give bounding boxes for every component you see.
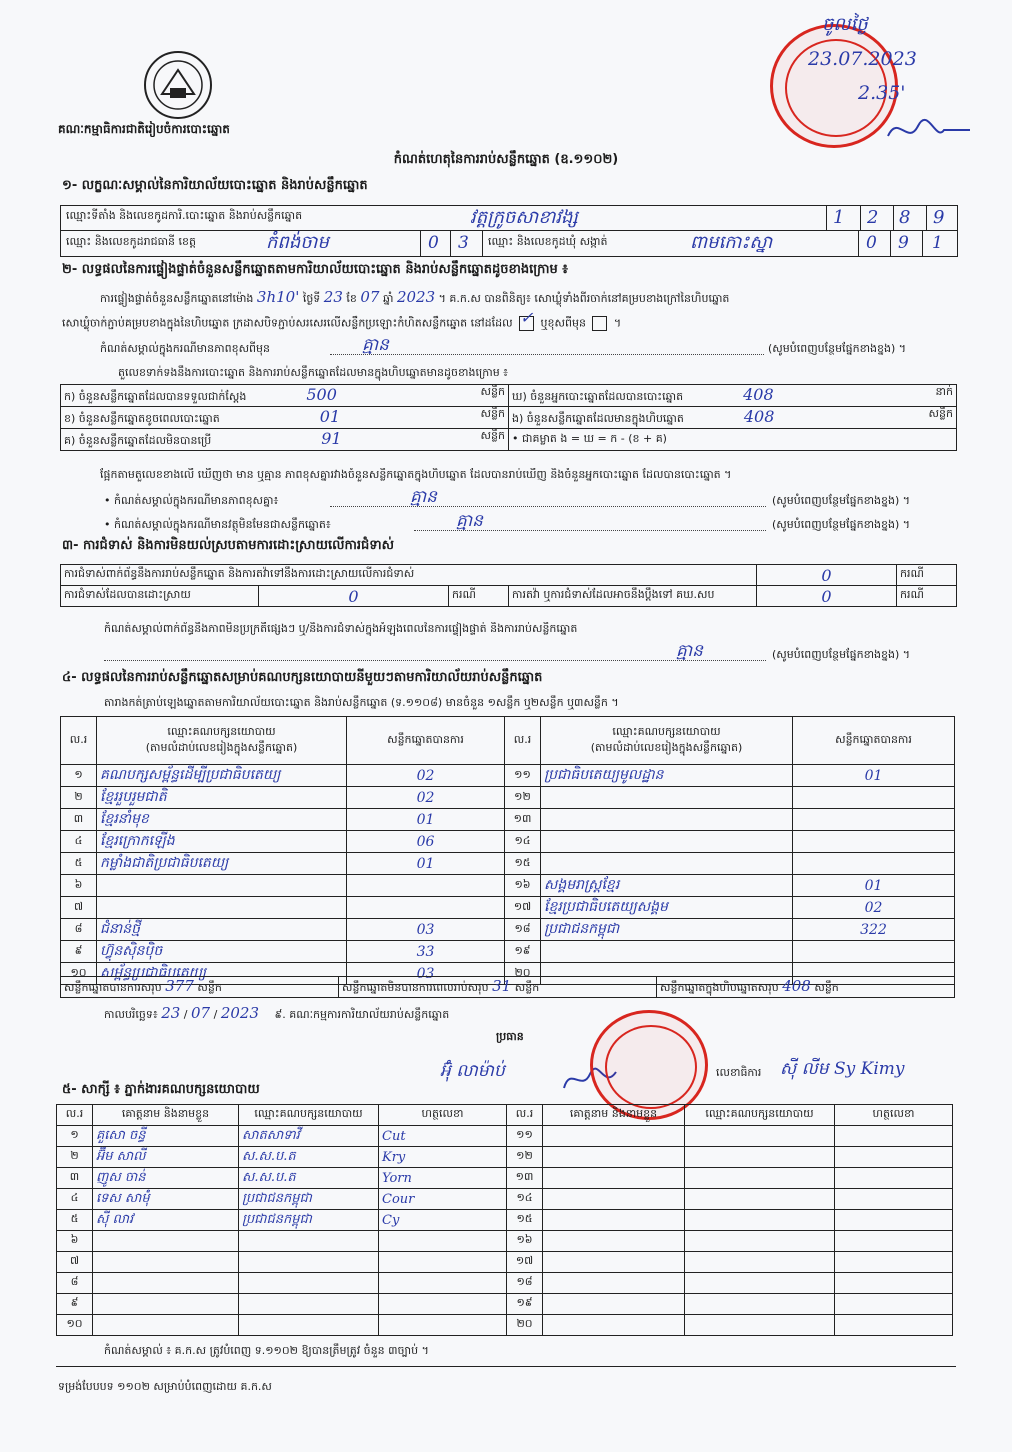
complaints-table xyxy=(60,564,957,607)
row-number: ២ xyxy=(61,787,97,809)
row-number: ៥ xyxy=(61,853,97,875)
witness-party: សាតសាទាវី xyxy=(239,1126,379,1147)
witness-name xyxy=(543,1294,685,1315)
witness-party xyxy=(239,1294,379,1315)
compare-text: ផ្អែកតាមតួលេខខាងលើ ឃើញថា មាន ឬគ្មាន ភាពខុសគ្នារវាងចំនួនសន្លឹកឆ្នោតក្នុងហិបឆ្នោត ដែលបានរាប់ឃើញ និងចំនួនអ្នកបោះឆ្នោត ដែលបានបោះឆ្នោត ។ xyxy=(100,468,732,481)
org-name: គណៈកម្មាធិការជាតិរៀបចំការបោះឆ្នោត xyxy=(58,122,230,136)
witness-name xyxy=(93,1315,239,1336)
party-name: ខ្មែរប្រជាធិបតេយ្យសង្គម xyxy=(541,897,793,919)
row-number: ១ xyxy=(61,765,97,787)
results-row xyxy=(61,875,955,897)
row-number: ៦ xyxy=(57,1231,93,1252)
witness-name xyxy=(543,1168,685,1189)
witness-signature xyxy=(835,1210,953,1231)
ballot-figures-table xyxy=(60,384,957,451)
party-votes: 322 xyxy=(793,919,955,941)
witness-party xyxy=(685,1252,835,1273)
change-note-label: កំណត់សម្គាល់ក្នុងករណីមានភាពខុសពីមុន xyxy=(100,342,270,355)
irregularity-note-value: គ្មាន xyxy=(676,641,703,661)
party-name: ជំនាន់ថ្មី xyxy=(97,919,347,941)
witness-name xyxy=(543,1210,685,1231)
figures-row: គ) ចំនួនសន្លឹកឆ្នោតដែលមិនបានប្រើ 91 សន្លឹក • ជាគម្លាត ង = ឃ = ក - (ខ + គ) xyxy=(61,429,957,451)
row-number: ៨ xyxy=(61,919,97,941)
row-number: ១៩ xyxy=(507,1294,543,1315)
verification-line: ការផ្ទៀងផ្ទាត់ចំនួនសន្លឹកឆ្នោតនៅម៉ោង 3h10' ថ្ងៃទី 23 ខែ 07 ឆ្នាំ 2023 ។ គ.ក.ស បានពិនិត្យ៖ សោឃ្លុំទាំងពីរចាក់នៅគម្របខាងក្រៅនៃហិបឆ្នោត xyxy=(100,288,730,306)
party-votes xyxy=(793,831,955,853)
party-name: ហ៊្វុនស៊ិនប៉ិច xyxy=(97,941,347,963)
row-number: ១៦ xyxy=(505,875,541,897)
row-number: ៧ xyxy=(57,1252,93,1273)
province-name: កំពង់ចាម xyxy=(266,232,329,253)
party-name: កម្លាំងជាតិប្រជាធិបតេយ្យ xyxy=(97,853,347,875)
row-number: ១៤ xyxy=(507,1189,543,1210)
section4-heading: ៤- លទ្ធផលនៃការរាប់សន្លឹកឆ្នោតសម្រាប់គណបក្សនយោបាយនីមួយៗតាមការិយាល័យរាប់សន្លឹកឆ្នោត xyxy=(62,670,543,685)
same-checkbox[interactable]: ✓ xyxy=(519,316,534,331)
row-number: ១៤ xyxy=(505,831,541,853)
witness-row xyxy=(57,1189,953,1210)
witness-party: ស.ស.ប.ត xyxy=(239,1147,379,1168)
witness-party xyxy=(685,1147,835,1168)
party-name xyxy=(541,941,793,963)
witness-row xyxy=(57,1252,953,1273)
row-number: ១៣ xyxy=(507,1168,543,1189)
witness-row xyxy=(57,1210,953,1231)
seal-line: សោឃ្លុំចាក់ភ្ជាប់គម្របខាងក្នុងនៃហិបឆ្នោត ក្រដាសបិទភ្ជាប់សរសេរលើសន្លឹកប្រឡោះកំហិតសន្លឹកឆ្នោត នៅដដែល ✓ ឬខុសពីមុន ។ xyxy=(62,308,622,330)
party-votes xyxy=(793,787,955,809)
witness-signature xyxy=(379,1294,507,1315)
witness-name xyxy=(543,1315,685,1336)
commune-code-3: 1 xyxy=(932,233,943,253)
row-number: ១០ xyxy=(61,963,97,985)
witness-party xyxy=(239,1252,379,1273)
commune-code-2: 9 xyxy=(898,233,909,253)
witness-signature xyxy=(835,1294,953,1315)
figures-row: ខ) ចំនួនសន្លឹកឆ្នោតខូចពេលបោះឆ្នោត 01 សន្លឹក ង) ចំនួនសន្លឹកឆ្នោតដែលមានក្នុងហិបឆ្នោត 408 សន្លឹក xyxy=(61,407,957,429)
figures-row: ក) ចំនួនសន្លឹកឆ្នោតដែលបានទទួលជាក់ស្ដែង 500 សន្លឹក ឃ) ចំនួនអ្នកបោះឆ្នោតដែលបានបោះឆ្នោត 408 នាក់ xyxy=(61,385,957,407)
witness-party xyxy=(685,1315,835,1336)
witness-party xyxy=(685,1189,835,1210)
party-votes xyxy=(793,941,955,963)
row-number: ១ xyxy=(57,1126,93,1147)
province-code-2: 3 xyxy=(458,233,469,253)
section2-heading: ២- លទ្ធផលនៃការផ្ទៀងផ្ទាត់ចំនួនសន្លឹកឆ្នោតតាមការិយាល័យបោះឆ្នោត និងរាប់សន្លឹកឆ្នោតដូចខាងក្រោម ៖ xyxy=(62,262,568,277)
witness-party xyxy=(685,1294,835,1315)
party-votes: 02 xyxy=(347,787,505,809)
office-code: 1 2 8 9 xyxy=(826,205,959,230)
party-name xyxy=(541,787,793,809)
bullet-diff-value: គ្មាន xyxy=(410,487,437,507)
witness-party xyxy=(685,1273,835,1294)
different-checkbox[interactable] xyxy=(592,316,607,331)
fill-hint-3: (សូមបំពេញបន្ថែមផ្នែកខាងខ្នង) ។ xyxy=(772,518,911,531)
row-number: ២ xyxy=(57,1147,93,1168)
row-number: ៩ xyxy=(57,1294,93,1315)
totals-table xyxy=(60,976,955,998)
row-number: ១៨ xyxy=(507,1273,543,1294)
witness-signature xyxy=(835,1273,953,1294)
commune-label: ឈ្មោះ និងលេខកូដឃុំ សង្កាត់ xyxy=(488,235,608,248)
party-votes: 02 xyxy=(347,765,505,787)
witness-row xyxy=(57,1126,953,1147)
witness-name xyxy=(543,1231,685,1252)
party-name: ប្រជាជនកម្ពុជា xyxy=(541,919,793,941)
witness-name: អ៊ឹម សាលី xyxy=(93,1147,239,1168)
witness-party: ប្រជាជនកម្ពុជា xyxy=(239,1189,379,1210)
witness-signature xyxy=(835,1315,953,1336)
party-name: គណបក្សសម្ព័ន្ធដើម្បីប្រជាធិបតេយ្យ xyxy=(97,765,347,787)
party-name: ខ្មែរក្រោកឡើង xyxy=(97,831,347,853)
form-label: ទម្រង់បែបបទ ១១០២ សម្រាប់បំពេញដោយ គ.ក.ស xyxy=(58,1380,272,1393)
party-name xyxy=(541,831,793,853)
witness-name xyxy=(543,1126,685,1147)
office-label: ឈ្មោះទីតាំង និងលេខកូដការិ.បោះឆ្នោត និងរាប់សន្លឹកឆ្នោត xyxy=(66,209,303,222)
witness-name xyxy=(543,1147,685,1168)
witness-signature xyxy=(835,1168,953,1189)
row-number: ៨ xyxy=(57,1273,93,1294)
section1-heading: ១- លក្ខណៈសម្គាល់នៃការិយាល័យបោះឆ្នោត និងរាប់សន្លឹកឆ្នោត xyxy=(62,178,368,193)
party-votes: 02 xyxy=(793,897,955,919)
row-number: ១១ xyxy=(507,1126,543,1147)
received-time: 2.35' xyxy=(858,82,906,104)
party-name xyxy=(541,853,793,875)
results-row xyxy=(61,765,955,787)
change-note-value: គ្មាន xyxy=(362,335,389,355)
witness-table xyxy=(56,1104,953,1336)
witness-signature xyxy=(835,1252,953,1273)
witness-name xyxy=(543,1273,685,1294)
witness-name: គួសោ ចន្ធី xyxy=(93,1126,239,1147)
party-votes: 01 xyxy=(793,875,955,897)
row-number: ១២ xyxy=(505,787,541,809)
chair-name: អ៊ុំ លាម៉ាប់ xyxy=(440,1061,505,1081)
results-row xyxy=(61,919,955,941)
witness-name xyxy=(93,1252,239,1273)
fill-hint-1: (សូមបំពេញបន្ថែមផ្នែកខាងខ្នង) ។ xyxy=(768,342,907,355)
party-name: សម្ព័ន្ធប្រជាធិបតេយ្យ xyxy=(97,963,347,985)
commune-name: ពាមកោះស្នា xyxy=(690,232,773,253)
witness-row xyxy=(57,1147,953,1168)
row-number: ១៨ xyxy=(505,919,541,941)
party-name xyxy=(97,875,347,897)
witness-header: ល.រ គោត្តនាម និងនាមខ្លួន ឈ្មោះគណបក្សនយោបាយ ហត្ថលេខា ល.រ គោត្តនាម និងនាមខ្លួន ឈ្មោះគណបក្សនយោបាយ ហត្ថលេខា xyxy=(57,1105,953,1126)
party-votes xyxy=(793,853,955,875)
row-number: ១៩ xyxy=(505,941,541,963)
fill-hint-4: (សូមបំពេញបន្ថែមផ្នែកខាងខ្នង) ។ xyxy=(772,648,911,661)
table-intro: តួលេខទាក់ទងនឹងការបោះឆ្នោត និងការរាប់សន្លឹកឆ្នោតដែលមានក្នុងហិបឆ្នោតមានដូចខាងក្រោម ៖ xyxy=(118,366,509,379)
party-votes xyxy=(793,809,955,831)
party-votes: 03 xyxy=(347,963,505,985)
secretary-name: ស៊ី លីម Sy Kimy xyxy=(780,1059,905,1079)
party-votes xyxy=(347,875,505,897)
row-number: ៣ xyxy=(61,809,97,831)
signing-date: កាលបរិច្ឆេទ៖ 23 / 07 / 2023 ៩. គណៈកម្មការការិយាល័យរាប់សន្លឹកឆ្នោត xyxy=(104,1004,450,1022)
party-name: សង្គមរាស្ត្រខ្មែរ xyxy=(541,875,793,897)
witness-row xyxy=(57,1294,953,1315)
irregularity-note-label: កំណត់សម្គាល់ពាក់ព័ន្ធនឹងភាពមិនប្រក្រតីផ្សេងៗ ឬ/និងការជំទាស់ក្នុងអំឡុងពេលនៃការផ្ទៀងផ្ទាត់ និងការរាប់សន្លឹកឆ្នោត xyxy=(104,622,578,635)
witness-signature xyxy=(379,1273,507,1294)
party-votes: 06 xyxy=(347,831,505,853)
witness-party xyxy=(239,1231,379,1252)
chair-label: ប្រធាន xyxy=(496,1030,524,1043)
witness-party: ប្រជាជនកម្ពុជា xyxy=(239,1210,379,1231)
secretary-label: លេខាធិការ xyxy=(716,1066,762,1079)
results-table xyxy=(60,716,955,985)
witness-party xyxy=(239,1273,379,1294)
row-number: ៣ xyxy=(57,1168,93,1189)
witness-party xyxy=(685,1168,835,1189)
complaints-row: ការជំទាស់ដែលបានដោះស្រាយ 0 ករណី ការតវ៉ា ឬការជំទាស់ដែលអាចនឹងប្ដឹងទៅ គឃ.សប 0 ករណី xyxy=(61,586,957,607)
section3-heading: ៣- ការជំទាស់ និងការមិនយល់ស្របតាមការដោះស្រាយលើការជំទាស់ xyxy=(62,538,394,553)
form-title: កំណត់ហេតុនៃការរាប់សន្លឹកឆ្នោត (ឧ.១១០២) xyxy=(393,152,619,167)
row-number: ៥ xyxy=(57,1210,93,1231)
witness-signature: Kry xyxy=(379,1147,507,1168)
party-votes: 01 xyxy=(347,853,505,875)
witness-name xyxy=(93,1294,239,1315)
witness-signature xyxy=(835,1147,953,1168)
results-header: ល.រ ឈ្មោះគណបក្សនយោបាយ (តាមលំដាប់លេខរៀងក្នុងសន្លឹកឆ្នោត) សន្លឹកឆ្នោតបានការ ល.រ ឈ្មោះគណបក្សនយោបាយ (តាមលំដាប់លេខរៀងក្នុងសន្លឹកឆ្នោត) សន្លឹកឆ្នោតបានការ xyxy=(61,717,955,765)
party-votes xyxy=(347,897,505,919)
witness-party xyxy=(685,1126,835,1147)
row-number: ១៧ xyxy=(505,897,541,919)
received-label: ចូលថ្ងៃ xyxy=(822,14,868,35)
witness-party xyxy=(685,1210,835,1231)
witness-signature xyxy=(835,1126,953,1147)
witness-name: ញូស ចាន់ xyxy=(93,1168,239,1189)
totals-row: សន្លឹកឆ្នោតបានការសរុប 377 សន្លឹក សន្លឹកឆ្នោតមិនបានការពេលរាប់សរុប 31 សន្លឹក សន្លឹកឆ្នោតក្នុងហិបឆ្នោតសរុប 408 សន្លឹក xyxy=(61,977,955,998)
witness-name: ស៊ី លាវ xyxy=(93,1210,239,1231)
results-row xyxy=(61,897,955,919)
results-row xyxy=(61,831,955,853)
fill-hint-2: (សូមបំពេញបន្ថែមផ្នែកខាងខ្នង) ។ xyxy=(772,494,911,507)
row-number: ៧ xyxy=(61,897,97,919)
party-votes: 33 xyxy=(347,941,505,963)
bullet-diff-label: • កំណត់សម្គាល់ក្នុងករណីមានភាពខុសគ្នា៖ xyxy=(104,494,279,507)
witness-signature: Cut xyxy=(379,1126,507,1147)
row-number: ២០ xyxy=(507,1315,543,1336)
party-name xyxy=(97,897,347,919)
results-row xyxy=(61,787,955,809)
tally-intro: តារាងកត់ត្រាប់ឡេងឆ្នោតតាមការិយាល័យបោះឆ្នោត និងរាប់សន្លឹកឆ្នោត (ទ.១១០៨) មានចំនួន ១សន្លឹក ឬ២សន្លឹក ឬ៣សន្លឹក ។ xyxy=(104,696,619,709)
section5-heading: ៥- សាក្សី ៖ ភ្នាក់ងារគណបក្សនយោបាយ xyxy=(62,1082,260,1097)
party-name: ប្រជាធិបតេយ្យមូលដ្ឋាន xyxy=(541,765,793,787)
witness-name xyxy=(93,1273,239,1294)
party-votes: 01 xyxy=(793,765,955,787)
witness-signature xyxy=(379,1315,507,1336)
witness-signature xyxy=(379,1231,507,1252)
results-row xyxy=(61,941,955,963)
witness-name xyxy=(93,1231,239,1252)
witness-row xyxy=(57,1315,953,1336)
witness-row xyxy=(57,1168,953,1189)
witness-signature xyxy=(835,1231,953,1252)
row-number: ១៥ xyxy=(505,853,541,875)
received-signature-icon xyxy=(884,112,974,148)
witness-signature xyxy=(835,1189,953,1210)
row-number: ១១ xyxy=(505,765,541,787)
footer-note: កំណត់សម្គាល់ ៖ គ.ក.ស ត្រូវបំពេញ ទ.១១០២ ឱ្យបានត្រឹមត្រូវ ចំនួន ៣ច្បាប់ ។ xyxy=(104,1344,429,1357)
row-number: ៩ xyxy=(61,941,97,963)
received-date: 23.07.2023 xyxy=(808,48,917,70)
row-number: ៤ xyxy=(57,1189,93,1210)
witness-party: ស.ស.ប.ត xyxy=(239,1168,379,1189)
witness-party xyxy=(239,1315,379,1336)
party-votes: 03 xyxy=(347,919,505,941)
party-name: ខ្មែររួបរួមជាតិ xyxy=(97,787,347,809)
witness-row xyxy=(57,1273,953,1294)
row-number: ១៧ xyxy=(507,1252,543,1273)
witness-party xyxy=(685,1231,835,1252)
witness-signature xyxy=(379,1252,507,1273)
province-code-1: 0 xyxy=(428,233,439,253)
witness-row xyxy=(57,1231,953,1252)
row-number: ១២ xyxy=(507,1147,543,1168)
witness-name xyxy=(543,1252,685,1273)
commune-code-1: 0 xyxy=(866,233,877,253)
party-name xyxy=(541,809,793,831)
province-label: ឈ្មោះ និងលេខកូដរាជធានី ខេត្ត xyxy=(66,235,196,248)
office-name: វត្តក្រូចសាខាវង្ស xyxy=(470,207,578,228)
bullet-object-value: គ្មាន xyxy=(456,511,483,531)
row-number: ១០ xyxy=(57,1315,93,1336)
row-number: ៦ xyxy=(61,875,97,897)
witness-name xyxy=(543,1189,685,1210)
row-number: ៤ xyxy=(61,831,97,853)
nec-emblem-icon xyxy=(140,48,216,122)
complaints-row: ការជំទាស់ពាក់ព័ន្ធនឹងការរាប់សន្លឹកឆ្នោត និងការតវ៉ាទៅនឹងការដោះស្រាយលើការជំទាស់ 0 ករណី xyxy=(61,565,957,586)
results-row xyxy=(61,853,955,875)
row-number: ២០ xyxy=(505,963,541,985)
witness-signature: Yorn xyxy=(379,1168,507,1189)
witness-signature: Cy xyxy=(379,1210,507,1231)
bullet-object-label: • កំណត់សម្គាល់ក្នុងករណីមានវត្ថុមិនមែនជាសន្លឹកឆ្នោត៖ xyxy=(104,518,331,531)
row-number: ១៣ xyxy=(505,809,541,831)
results-row xyxy=(61,809,955,831)
party-votes: 01 xyxy=(347,809,505,831)
witness-name: ទេស សាម៉ុំ xyxy=(93,1189,239,1210)
witness-signature: Cour xyxy=(379,1189,507,1210)
row-number: ១៦ xyxy=(507,1231,543,1252)
row-number: ១៥ xyxy=(507,1210,543,1231)
party-name: ខ្មែរនាំមុខ xyxy=(97,809,347,831)
